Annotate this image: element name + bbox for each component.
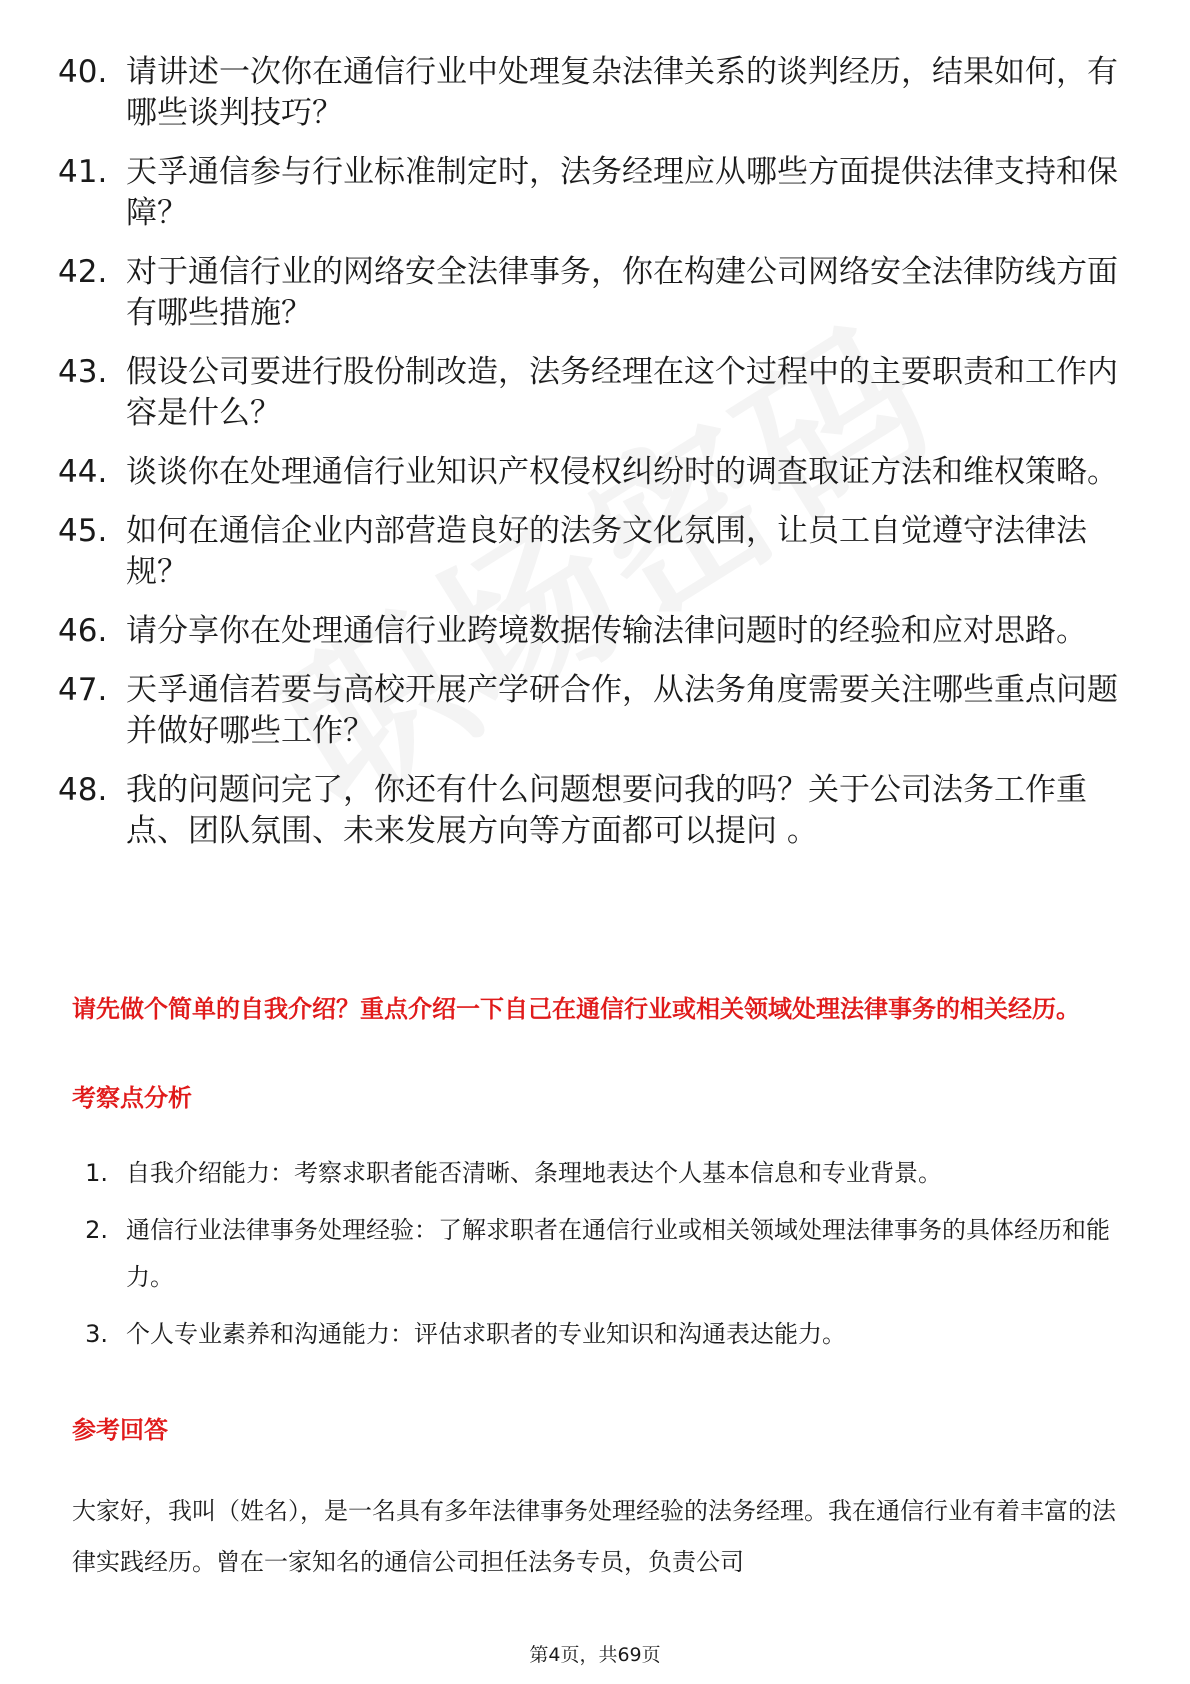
analysis-heading: 考察点分析 xyxy=(72,1084,192,1112)
question-number: 46. xyxy=(58,613,108,649)
question-number: 44. xyxy=(58,454,108,490)
question-item xyxy=(58,352,1118,434)
analysis-text: 通信行业法律事务处理经验：了解求职者在通信行业或相关领域处理法律事务的具体经历和能力。 xyxy=(126,1216,1110,1291)
question-item xyxy=(58,452,1118,493)
question-text: 天孚通信参与行业标准制定时，法务经理应从哪些方面提供法律支持和保障？ xyxy=(126,154,1118,231)
question-item xyxy=(58,770,1118,852)
question-number: 48. xyxy=(58,772,108,808)
question-text: 如何在通信企业内部营造良好的法务文化氛围，让员工自觉遵守法律法规？ xyxy=(126,513,1087,590)
question-number: 43. xyxy=(58,354,108,390)
question-text: 假设公司要进行股份制改造，法务经理在这个过程中的主要职责和工作内容是什么？ xyxy=(126,354,1118,431)
analysis-text: 个人专业素养和沟通能力：评估求职者的专业知识和沟通表达能力。 xyxy=(126,1320,846,1348)
question-number: 47. xyxy=(58,672,108,708)
question-item xyxy=(58,252,1118,334)
question-number: 45. xyxy=(58,513,108,549)
question-item xyxy=(58,611,1118,652)
question-number: 40. xyxy=(58,54,108,90)
page-footer: 第4页，共69页 xyxy=(529,1644,661,1666)
answer-paragraph: 大家好，我叫（姓名），是一名具有多年法律事务处理经验的法务经理。我在通信行业有着丰富的法律实践经历。曾在一家知名的通信公司担任法务专员，负责公司 xyxy=(72,1497,1116,1576)
analysis-item xyxy=(72,1311,1122,1358)
analysis-text: 自我介绍能力：考察求职者能否清晰、条理地表达个人基本信息和专业背景。 xyxy=(126,1159,942,1187)
question-list xyxy=(58,52,1118,870)
question-item xyxy=(58,52,1118,134)
analysis-number: 3. xyxy=(85,1320,108,1348)
question-text: 谈谈你在处理通信行业知识产权侵权纠纷时的调查取证方法和维权策略。 xyxy=(126,454,1118,490)
analysis-item xyxy=(72,1150,1122,1197)
analysis-number: 2. xyxy=(85,1216,108,1244)
question-text: 天孚通信若要与高校开展产学研合作，从法务角度需要关注哪些重点问题并做好哪些工作？ xyxy=(126,672,1118,749)
question-item xyxy=(58,511,1118,593)
question-number: 42. xyxy=(58,254,108,290)
analysis-number: 1. xyxy=(85,1159,108,1187)
question-text: 请讲述一次你在通信行业中处理复杂法律关系的谈判经历，结果如何，有哪些谈判技巧？ xyxy=(126,54,1118,131)
question-text: 我的问题问完了，你还有什么问题想要问我的吗？关于公司法务工作重点、团队氛围、未来发展方向等方面都可以提问 。 xyxy=(126,772,1087,849)
analysis-list xyxy=(72,1150,1122,1368)
question-item xyxy=(58,670,1118,752)
question-item xyxy=(58,152,1118,234)
analysis-item xyxy=(72,1207,1122,1301)
question-text: 请分享你在处理通信行业跨境数据传输法律问题时的经验和应对思路。 xyxy=(126,613,1087,649)
question-text: 对于通信行业的网络安全法律事务，你在构建公司网络安全法律防线方面有哪些措施？ xyxy=(126,254,1118,331)
question-number: 41. xyxy=(58,154,108,190)
answer-heading: 参考回答 xyxy=(72,1416,168,1444)
featured-question: 请先做个简单的自我介绍？重点介绍一下自己在通信行业或相关领域处理法律事务的相关经历。 xyxy=(72,995,1080,1023)
